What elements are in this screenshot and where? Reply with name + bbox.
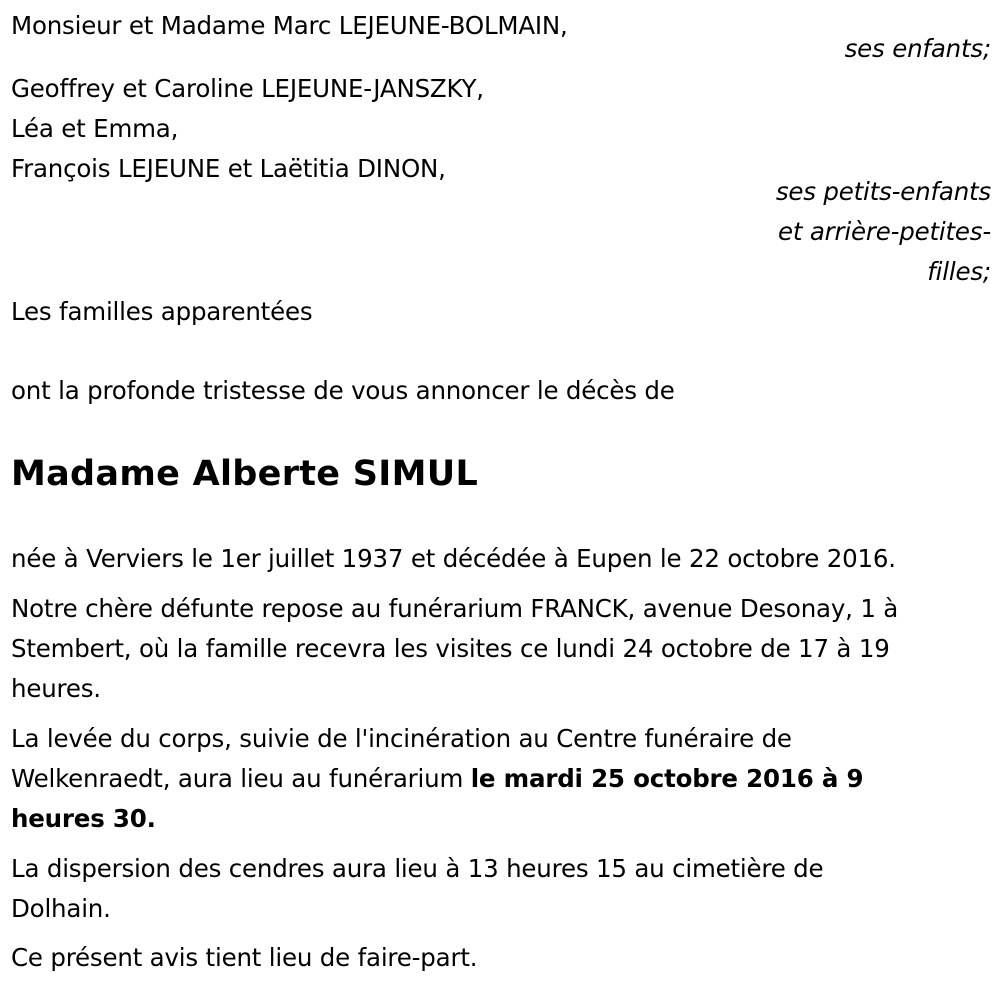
ceremony-time: heures 30.	[11, 804, 156, 833]
children-role: ses enfants;	[844, 34, 991, 63]
birth-death-line: née à Verviers le 1er juillet 1937 et décédée à Eupen le 22 octobre 2016.	[11, 544, 896, 573]
ceremony-line-2	[11, 759, 863, 799]
closing-line: Ce présent avis tient lieu de faire-part.	[11, 943, 478, 972]
ceremony-paragraph	[11, 719, 863, 839]
visitation-line-2: Stembert, où la famille recevra les visites ce lundi 24 octobre de 17 à 19	[11, 634, 890, 663]
ceremony-text: Welkenraedt, aura lieu au funérarium	[11, 764, 471, 793]
deceased-name: Madame Alberte SIMUL	[11, 454, 479, 494]
visitation-paragraph	[11, 589, 898, 709]
visitation-line-1: Notre chère défunte repose au funérarium FRANCK, avenue Desonay, 1 à	[11, 594, 899, 623]
grandchildren-role-2: et arrière-petites-	[777, 217, 991, 246]
grandchildren-name-1: Geoffrey et Caroline LEJEUNE-JANSZKY,	[11, 74, 484, 103]
grandchildren-role-3: filles;	[927, 257, 991, 286]
grandchildren-role-1: ses petits-enfants	[775, 177, 991, 206]
ceremony-date: le mardi 25 octobre 2016 à 9	[470, 764, 864, 793]
children-names: Monsieur et Madame Marc LEJEUNE-BOLMAIN,	[11, 11, 568, 40]
grandchildren-name-3: François LEJEUNE et Laëtitia DINON,	[11, 154, 446, 183]
relatives-line: Les familles apparentées	[11, 297, 313, 326]
ashes-line-2: Dolhain.	[11, 894, 111, 923]
ceremony-line-1: La levée du corps, suivie de l'incinération au Centre funéraire de	[11, 724, 792, 753]
announcement-line: ont la profonde tristesse de vous annoncer le décès de	[11, 376, 675, 405]
ashes-line-1: La dispersion des cendres aura lieu à 13 heures 15 au cimetière de	[11, 854, 824, 883]
grandchildren-name-2: Léa et Emma,	[11, 114, 179, 143]
ashes-paragraph	[11, 849, 823, 929]
visitation-line-3: heures.	[11, 674, 101, 703]
